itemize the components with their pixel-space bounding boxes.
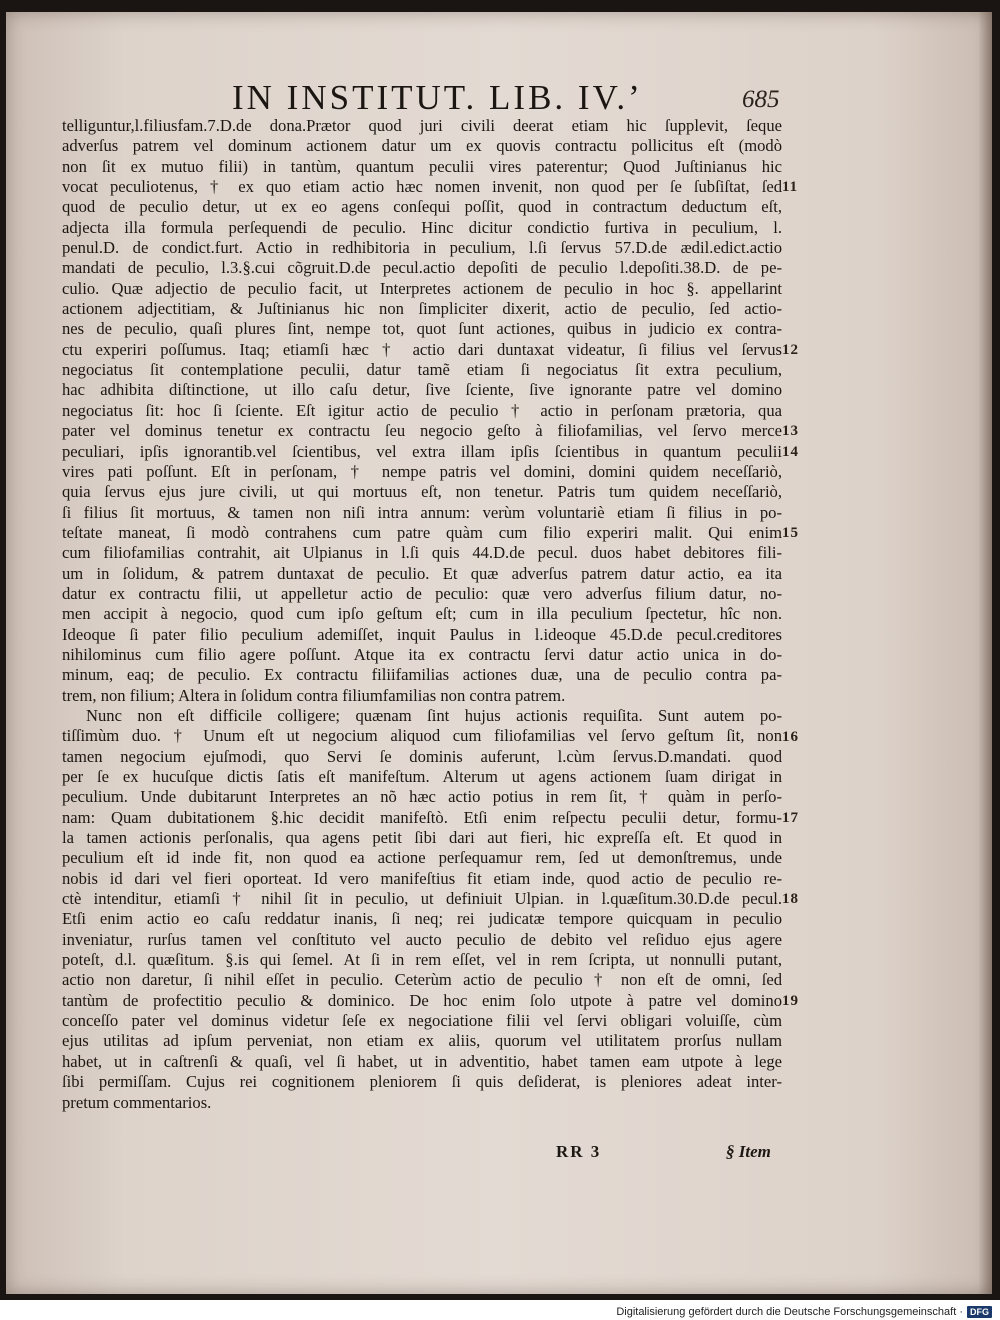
text-line: nobis id dari vel fieri oporteat. Id vero manifeſtius fit etiam inde, quod actio de peculio re- [62, 868, 782, 888]
page-edge-shadow [978, 12, 992, 1294]
text-line: trem, non filium; Altera in ſolidum contra filiumfamilias non contra patrem. [62, 685, 566, 705]
text-line: um in ſolidum, & patrem duntaxat de peculio. Et quæ adverſus patrem datur actio, ea ita [62, 563, 782, 583]
body-text [62, 116, 782, 1113]
text-line: conceſſo pater vel dominus videtur ſeſe ex negociatione filii vel ſervi obligari voluiſſe, cùm [62, 1011, 782, 1031]
text-line: ſibi permiſſam. Cujus rei cognitionem pleniorem ſi quis deſiderat, is pleniores adeat inter- [62, 1072, 782, 1092]
text-line: nihilominus cum filio agere poſſunt. Atque ita ex contractu ſervi datur actio unica in do- [62, 644, 782, 664]
text-line: inveniatur, rurſus tamen vel conſtituto vel aucto peculio de debito vel reſiduo ejus agere [62, 929, 782, 949]
running-head: IN INSTITUT. LIB. IV.’ [232, 78, 643, 117]
text-line: Nunc non eſt difficile colligere; quænam ſint hujus actionis requiſita. Sunt autem po- [86, 705, 782, 725]
text-line: Etſi enim actio eo caſu reddatur inanis, ſi neq; rei judicatæ tempore quicquam in peculio [62, 909, 782, 929]
text-line: telliguntur,l.filiusfam.7.D.de dona.Prætor quod juri civili deerat etiam hic ſupplevit, ſeque [62, 116, 782, 135]
margin-number: 16 [782, 728, 799, 745]
text-line: habet, ut in caſtrenſi & quaſi, vel ſi habet, ut in adventitio, habet tamen eam utpote à lege [62, 1051, 782, 1071]
text-line: vocat peculiotenus, † ex quo etiam actio hæc nomen invenit, non quod per ſe ſubſiſtat, ſed [62, 177, 782, 197]
catchword: § Item [726, 1142, 771, 1161]
margin-number: 12 [782, 341, 799, 358]
text-line: minum, eaq; de peculio. Ex contractu filiifamilias actiones duæ, una de peculio contra pa- [62, 665, 782, 685]
credit-text: Digitalisierung gefördert durch die Deutsche Forschungsgemeinschaft · [616, 1305, 963, 1318]
margin-number: 18 [782, 891, 799, 908]
page-number: 685 [742, 86, 780, 113]
text-line: penul.D. de condict.furt. Actio in redhibitoria in peculium, l.ſi ſervus 57.D.de ædil.edict.actio [62, 238, 782, 258]
text-line: peculium. Unde dubitarunt Interpretes an nõ hæc actio potius in rem ſit, † quàm in perſo- [62, 787, 782, 807]
text-line: quod de peculio detur, ut ex eo agens conſequi poſſit, quod in contractum deductum eſt, [62, 197, 782, 217]
text-line: pretum commentarios. [62, 1092, 212, 1112]
text-line: actionem adjectitiam, & Juſtinianus hic non ſimpliciter dixerit, actio de peculio, ſed actio- [62, 299, 782, 319]
signature-mark: RR 3 [556, 1142, 602, 1161]
text-line: quia ſervus ejus jure civili, ut qui mortuus eſt, non tenetur. Patris tum quidem neceſſariò, [62, 482, 782, 502]
text-line: datur ex contractu filii, ut appelletur actio de peculio: quæ vero adverſus filium datur, no- [62, 583, 782, 603]
text-line: hac adhibita diſtinctione, ut illo caſu detur, ſive ſciente, ſive ignorante patre vel domino [62, 380, 782, 400]
margin-number: 14 [782, 443, 799, 460]
text-line: per ſe ex hucuſque dictis ſatis eſt manifeſtum. Alterum ut agens actionem ſuam dirigat in [62, 767, 782, 786]
text-line: peculiari, ipſis ignorantib.vel ſcientibus, vel extra illam ipſis ſcientibus in quantum peculii [62, 441, 782, 461]
text-line: tantùm de profectitio peculio & dominico. De hoc enim ſolo utpote à patre vel domino [62, 990, 782, 1010]
text-line: negociatus ſit contemplatione peculii, datur tamẽ etiam ſi negociatus ſit extra peculium, [62, 360, 782, 380]
text-line: culio. Quæ adjectio de peculio facit, ut Interpretes actionem de peculio in hoc §. appellarint [62, 278, 782, 298]
margin-number: 11 [782, 179, 799, 196]
dfg-logo: DFG [967, 1306, 992, 1318]
text-line: vires pati poſſunt. Eſt in perſonam, † nempe patris vel domini, domini quidem neceſſariò, [62, 461, 782, 481]
margin-number: 19 [782, 993, 799, 1010]
text-line: ctu experiri poſſumus. Itaq; etiamſi hæc † actio dari duntaxat videatur, ſi filius vel ſervus [62, 339, 782, 359]
text-line: adjecta illa formula perſequendi de peculio. Hinc dicitur condictio furtiva in peculium, l. [62, 217, 782, 237]
text-line: ctè intenditur, etiamſi † nihil ſit in peculio, ut definiuit Ulpian. in l.quæſitum.30.D.de pecul. [62, 889, 782, 909]
digitization-credit [0, 1303, 1000, 1320]
text-line: nam: Quam dubitationem §.hic decidit manifeſtò. Etſi enim reſpectu peculii detur, formu- [62, 807, 782, 827]
text-line: tamen negocium ejuſmodi, quo Servi ſe dominis auferunt, l.cùm ſervus.D.mandati. quod [62, 746, 782, 766]
text-line: poteſt, d.l. quæſitum. §.is qui ſemel. At ſi in rem eſſet, vel in rem ſcripta, ut nonnulli putant, [62, 950, 782, 970]
margin-number: 17 [782, 809, 799, 826]
text-line: men accipit à negocio, quod cum ipſo geſtum eſt; cum in illa peculium ſpectetur, hîc non. [62, 604, 782, 624]
text-line: nes de peculio, quaſi plures ſint, nempe tot, quot ſunt actiones, quibus in judicio ex contra- [62, 319, 782, 339]
text-line: ſi filius ſit mortuus, & tamen non niſi intra annum: verùm voluntariè etiam ſi filius in po- [62, 502, 782, 522]
text-line: la tamen actionis perſonalis, qua agens petit ſibi dari aut fieri, hic expreſſa eſt. Et quod in [62, 828, 782, 848]
text-line: cum filiofamilias contrahit, ait Ulpianus in l.ſi quis 44.D.de pecul. duos habet debitores fili- [62, 543, 782, 563]
text-line: negociatus ſit: hoc ſi ſciente. Eſt igitur actio de peculio † actio in perſonam prætoria, qua [62, 400, 782, 420]
text-line: actio non daretur, ſi nihil eſſet in peculio. Ceterùm actio de peculio † non eſt de omni, ſed [62, 970, 782, 990]
text-line: mandati de peculio, l.3.§.cui cõgruit.D.de pecul.actio depoſiti de peculio l.depoſiti.38.D. de pe- [62, 258, 782, 278]
text-line: Ideoque ſi pater filio peculium ademiſſet, inquit Paulus in l.ideoque 45.D.de pecul.creditores [62, 624, 782, 644]
text-line: non ſit ex mutuo filii) in tantùm, quantum peculii vires paterentur; Quod Juſtinianus hic [62, 156, 782, 176]
margin-number: 13 [782, 423, 799, 440]
margin-number: 15 [782, 525, 799, 541]
text-line: pater vel dominus tenetur ex contractu ſeu negocio geſto à filiofamilias, vel ſervo merce [62, 421, 782, 441]
text-line: ejus utilitas ad ipſum perveniat, non etiam ex aliis, quorum vel utilitatem prorſus nullam [62, 1031, 782, 1051]
text-line: adverſus patrem vel dominum actionem datur um ex quovis contractu pollicitus eſt (modò [62, 136, 782, 156]
text-line: tiſſimùm duo. † Unum eſt ut negocium aliquod cum filiofamilias vel ſervo geſtum ſit, non [62, 726, 782, 746]
text-line: teſtate maneat, ſi modò contrahens cum patre quàm cum filio experiri malit. Qui enim [62, 522, 782, 542]
text-line: peculium eſt id inde fit, non quod ea actione perſequamur rem, ſed ut demonſtremus, unde [62, 848, 782, 868]
